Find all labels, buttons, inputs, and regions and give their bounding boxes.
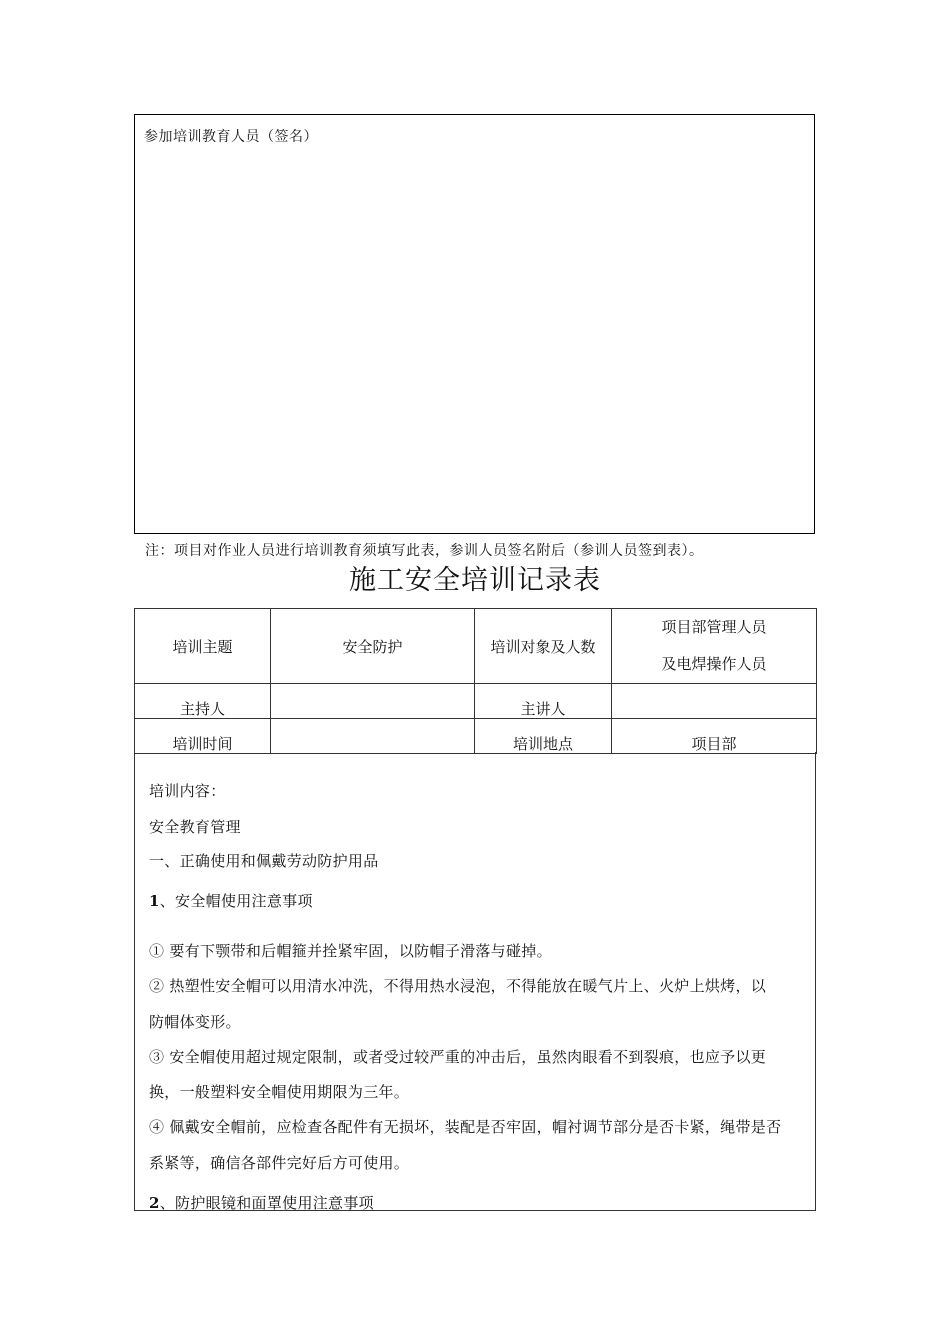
topic-label: 培训主题 <box>135 609 271 684</box>
paragraph-3-line-1: ③ 安全帽使用超过规定限制，或者受过较严重的冲击后，虽然肉眼看不到裂痕，也应予以更 <box>149 1048 767 1066</box>
target-value-line2: 及电焊操作人员 <box>661 655 767 673</box>
signature-box[interactable] <box>134 114 815 534</box>
target-value[interactable] <box>612 609 817 684</box>
lecturer-label: 主讲人 <box>475 684 612 719</box>
section-heading-1: 一、正确使用和佩戴劳动防护用品 <box>149 852 379 870</box>
page-title: 施工安全培训记录表 <box>349 565 601 596</box>
paragraph-3-line-2: 换，一般塑料安全帽使用期限为三年。 <box>149 1083 410 1101</box>
place-value[interactable]: 项目部 <box>612 719 817 754</box>
content-subject: 安全教育管理 <box>149 818 241 836</box>
form-note: 注：项目对作业人员进行培训教育须填写此表，参训人员签名附后（参训人员签到表）。 <box>145 543 704 559</box>
signature-label: 参加培训教育人员（签名） <box>144 129 318 145</box>
topic-value[interactable]: 安全防护 <box>271 609 475 684</box>
item-heading-1 <box>149 890 313 911</box>
time-label: 培训时间 <box>135 719 271 754</box>
training-content-box[interactable] <box>134 752 816 1211</box>
host-value[interactable] <box>271 684 475 719</box>
table-row-topic <box>135 609 817 684</box>
target-label: 培训对象及人数 <box>475 609 612 684</box>
lecturer-value[interactable] <box>612 684 817 719</box>
target-value-line1: 项目部管理人员 <box>661 618 767 636</box>
paragraph-2-line-2: 防帽体变形。 <box>149 1013 241 1031</box>
item-text-1: 、安全帽使用注意事项 <box>159 892 313 910</box>
place-label: 培训地点 <box>475 719 612 754</box>
time-value[interactable] <box>271 719 475 754</box>
training-record-table <box>134 608 817 754</box>
table-row-time <box>135 719 817 754</box>
paragraph-4-line-2: 系紧等，确信各部件完好后方可使用。 <box>149 1154 410 1172</box>
paragraph-1: ① 要有下颚带和后帽箍并拴紧牢固，以防帽子滑落与碰掉。 <box>149 942 552 960</box>
paragraph-2-line-1: ② 热塑性安全帽可以用清水冲洗，不得用热水浸泡，不得能放在暖气片上、火炉上烘烤，以 <box>149 977 767 995</box>
content-heading: 培训内容： <box>149 782 226 800</box>
item-number-1: 1 <box>149 892 160 910</box>
paragraph-4-line-1: ④ 佩戴安全帽前，应检查各配件有无损坏，装配是否牢固，帽衬调节部分是否卡紧，绳带是否 <box>149 1118 782 1136</box>
item-heading-2 <box>149 1192 374 1211</box>
item-text-2: 、防护眼镜和面罩使用注意事项 <box>159 1194 374 1211</box>
host-label: 主持人 <box>135 684 271 719</box>
item-number-2: 2 <box>149 1194 160 1211</box>
table-row-host <box>135 684 817 719</box>
